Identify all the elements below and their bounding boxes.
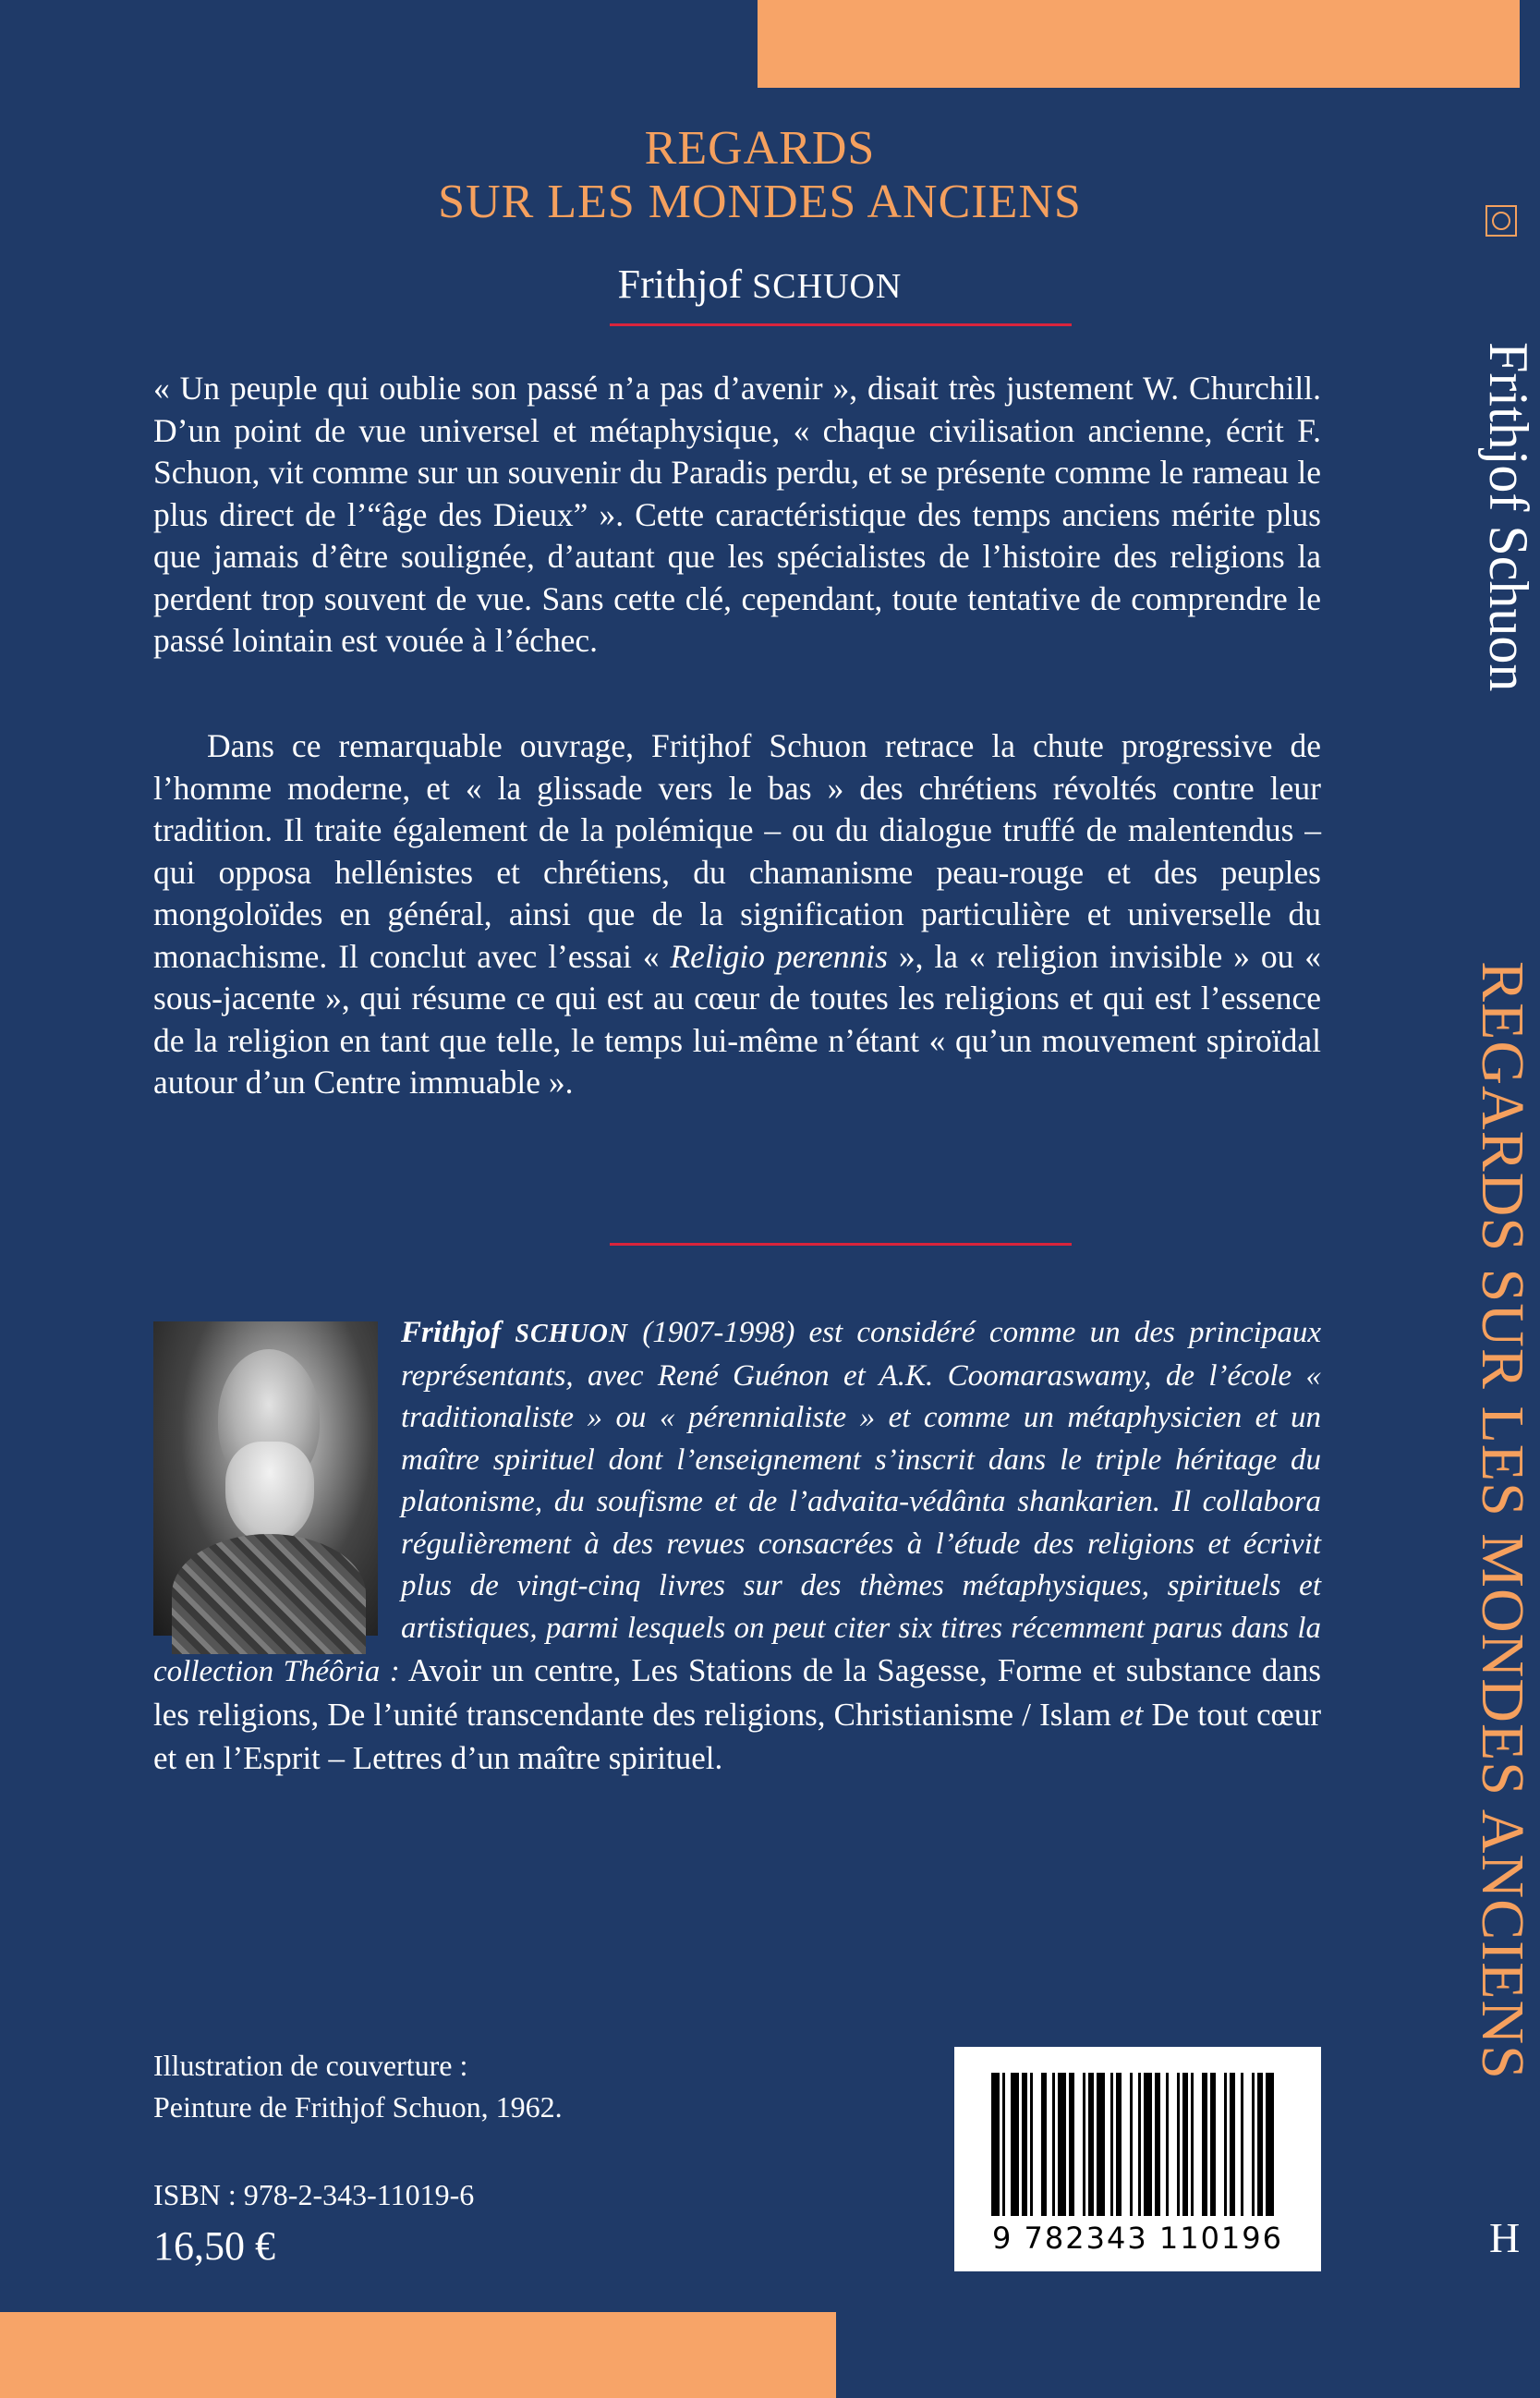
barcode-bar: [1257, 2073, 1263, 2216]
barcode-bar: [1088, 2073, 1094, 2216]
barcode-bar: [991, 2073, 1000, 2216]
credit-line2: Peinture de Frithjof Schuon, 1962.: [153, 2090, 563, 2124]
barcode-bar: [1052, 2073, 1055, 2216]
bottom-orange-band: [0, 2312, 836, 2398]
blurb-paragraph-2: [153, 725, 1321, 1104]
barcode-bar: [1138, 2073, 1141, 2216]
barcode-bar: [1252, 2073, 1255, 2216]
publisher-logo-icon: [1485, 205, 1517, 237]
barcode-bar: [1230, 2073, 1235, 2216]
blurb-p2-italic: Religio perennis: [670, 937, 888, 975]
blurb-p2-end: », la « religion invisible » ou « sous-jacente », qui résume ce qui est au cœur de toutes les religions et qui est l’essence de la religion en tant que telle, le temps lui-même n’étant « qu’un mouvement spiroïdal autour d’un Centre immuable ».: [153, 937, 1322, 1101]
bio-last-title: De tout cœur et en l’Esprit – Lettres d’un maître spirituel.: [153, 1696, 1321, 1776]
barcode-bar: [1022, 2073, 1027, 2216]
bio-et: et: [1120, 1696, 1144, 1733]
author-photo: [153, 1321, 378, 1636]
book-title-line2: SUR LES MONDES ANCIENS: [438, 176, 1082, 228]
spine-title-text: REGARDS SUR LES MONDES ANCIENS: [1469, 961, 1536, 2080]
barcode-bar: [1155, 2073, 1160, 2216]
bio-name-last: SCHUON: [515, 1320, 629, 1348]
barcode-bar: [1241, 2073, 1243, 2216]
barcode-bar: [1030, 2073, 1033, 2216]
barcode-bar: [1041, 2073, 1047, 2216]
spine-author-text: Frithjof Schuon: [1478, 342, 1539, 692]
barcode-bar: [1069, 2073, 1074, 2216]
bio-divider: [610, 1243, 1072, 1246]
title-divider: [610, 323, 1072, 326]
barcode-bar: [1110, 2073, 1113, 2216]
price: 16,50 €: [153, 2223, 275, 2269]
book-author: [277, 261, 1243, 308]
barcode-bar: [1130, 2073, 1133, 2216]
spine-title: [1467, 961, 1536, 2107]
isbn: ISBN : 978-2-343-11019-6: [153, 2178, 475, 2211]
author-last-name: SCHUON: [752, 267, 903, 306]
barcode-bar: [1166, 2073, 1169, 2216]
spine-publisher-text: H: [1489, 2214, 1521, 2261]
barcode-bar: [1224, 2073, 1227, 2216]
barcode-bar: [1266, 2073, 1274, 2216]
barcode-bar: [1116, 2073, 1122, 2216]
barcode-bar: [1202, 2073, 1207, 2216]
spine-publisher: [1489, 2213, 1520, 2269]
barcode-bar: [1177, 2073, 1180, 2216]
bio-italic-text: (1907-1998) est considéré comme un des principaux représentants, avec René Guénon et A.K. Coomaraswamy, de l’école « traditionaliste » ou « pérennialiste » et comme un métaphysicien et un maître spirituel dont l’enseignement s’inscrit dans le triple héritage du platonisme, du soufisme et de l’advaita-védânta shankarien. Il collabora régulièrement à des revues consacrées à l’étude des religions et écrivit plus de vingt-cinq livres sur des thèmes métaphysiques, spirituels et artistiques, parmi lesquels on peut citer six titres récemment parus dans la collection Théôria :: [153, 1316, 1321, 1688]
barcode-bar: [1058, 2073, 1066, 2216]
spine-author: [1476, 342, 1539, 804]
bio-titles: Avoir un centre, Les Stations de la Sagesse, Forme et substance dans les religions, De l’unité transcendante des religions, Christianisme / Islam: [153, 1652, 1322, 1733]
barcode-digits: 9 782343 110196: [991, 2221, 1283, 2256]
blurb-p2-start: Dans ce remarquable ouvrage, Fritjhof Schuon retrace la chute progressive de l’homme moderne, et « la glissade vers le bas » des chrétiens révoltés contre leur tradition. Il traite également de la polémique – ou du dialogue truffé de malentendus – qui opposa hellénistes et chrétiens, du chamanisme peau-rouge et des peuples mongoloïdes en général, ainsi que de la signification particulière et universelle du monachisme. Il conclut avec l’essai «: [153, 727, 1321, 975]
barcode-bar: [1097, 2073, 1105, 2216]
credit-line1: Illustration de couverture :: [153, 2049, 468, 2082]
cover-credit: [153, 2045, 563, 2128]
barcode-bar: [1011, 2073, 1019, 2216]
top-orange-band: [758, 0, 1520, 88]
author-bio: [153, 1312, 1321, 1782]
barcode-bar: [1182, 2073, 1188, 2216]
barcode-bar: [1210, 2073, 1216, 2216]
barcode-bar: [1002, 2073, 1005, 2216]
barcode-bar: [1144, 2073, 1152, 2216]
barcode-bar: [1083, 2073, 1085, 2216]
author-first-name: Frithjof: [617, 262, 753, 307]
bio-name-first: Frithjof: [401, 1316, 515, 1349]
book-title-line1: REGARDS: [644, 122, 876, 175]
barcode: [954, 2047, 1321, 2271]
barcode-bar: [1191, 2073, 1194, 2216]
blurb-paragraph-1: « Un peuple qui oublie son passé n’a pas d’avenir », disait très justement W. Churchill. D’un point de vue universel et métaphysique, « chaque civilisation ancienne, écrit F. Schuon, vit comme sur un souvenir du Paradis perdu, et se présente comme le rameau le plus direct de l’“âge des Dieux” ». Cette caractéristique des temps anciens mérite plus que jamais d’être soulignée, d’autant que les spécialistes de l’histoire des religions la perdent trop souvent de vue. Sans cette clé, cependant, toute tentative de comprendre le passé lointain est vouée à l’échec.: [153, 370, 1321, 659]
